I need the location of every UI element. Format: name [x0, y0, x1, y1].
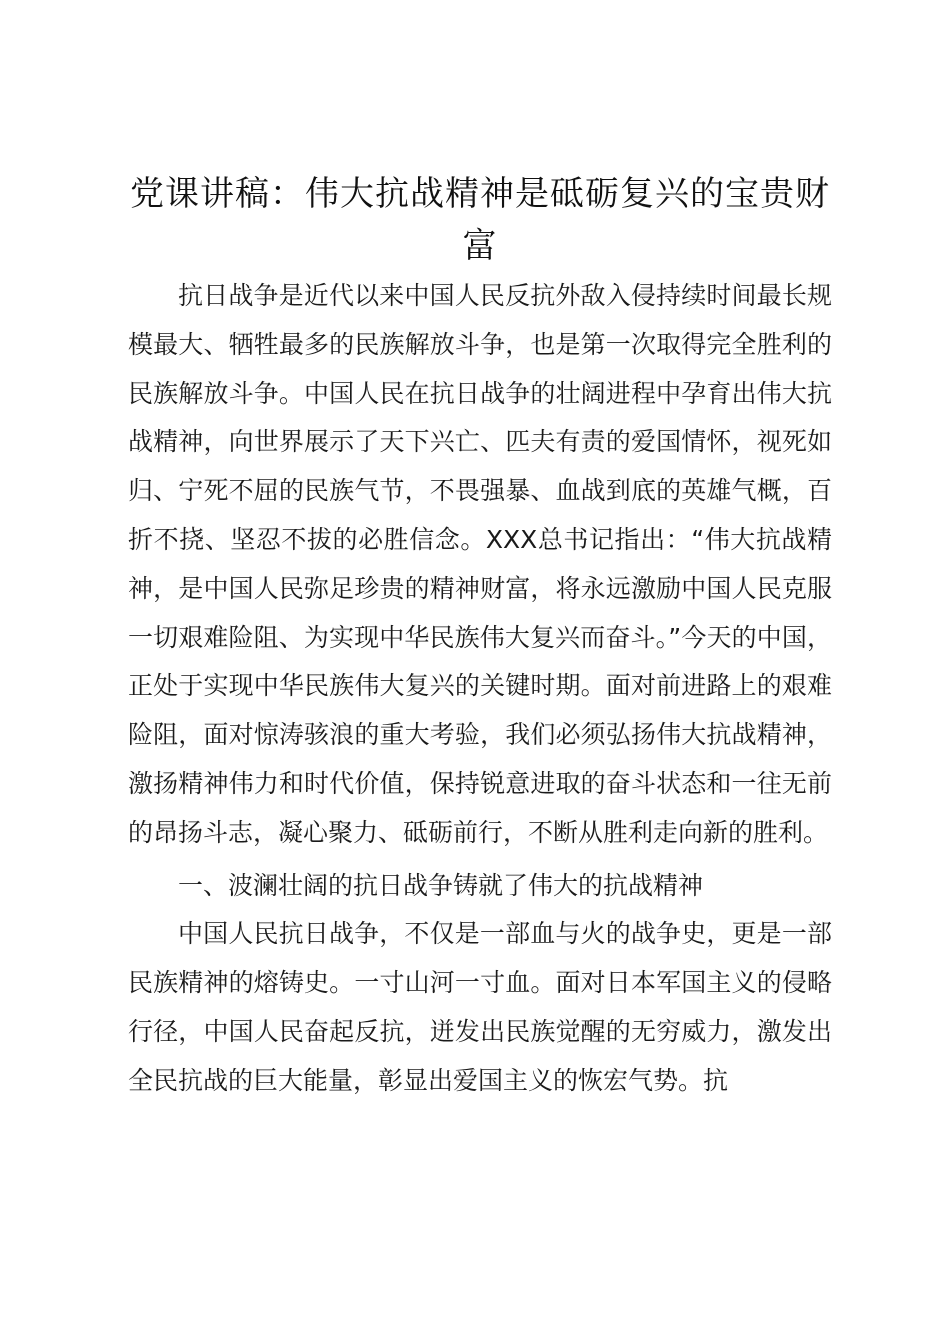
paragraph-intro: 抗日战争是近代以来中国人民反抗外敌入侵持续时间最长规模最大、牺牲最多的民族解放斗争，也是第一次取得完全胜利的民族解放斗争。中国人民在抗日战争的壮阔进程中孕育出伟大抗战精神，向世界展示了天下兴亡、匹夫有责的爱国情怀，视死如归、宁死不屈的民族气节，不畏强暴、血战到底的英雄气概，百折不挠、坚忍不拔的必胜信念。XXX总书记指出：“伟大抗战精神，是中国人民弥足珍贵的精神财富，将永远激励中国人民克服一切艰难险阻、为实现中华民族伟大复兴而奋斗。”今天的中国，正处于实现中华民族伟大复兴的关键时期。面对前进路上的艰难险阻，面对惊涛骇浪的重大考验，我们必须弘扬伟大抗战精神，激扬精神伟力和时代价值，保持锐意进取的奋斗状态和一往无前的昂扬斗志，凝心聚力、砥砺前行，不断从胜利走向新的胜利。 — [128, 281, 832, 847]
document-body — [128, 168, 832, 1106]
section-heading-1: 一、波澜壮阔的抗日战争铸就了伟大的抗战精神 — [178, 870, 704, 900]
document-title: 党课讲稿：伟大抗战精神是砥砺复兴的宝贵财富 — [130, 174, 830, 266]
paragraph-section-1: 中国人民抗日战争，不仅是一部血与火的战争史，更是一部民族精神的熔铸史。一寸山河一寸血。面对日本军国主义的侵略行径，中国人民奋起反抗，迸发出民族觉醒的无穷威力，激发出全民抗战的巨大能量，彰显出爱国主义的恢宏气势。抗 — [128, 919, 832, 1095]
